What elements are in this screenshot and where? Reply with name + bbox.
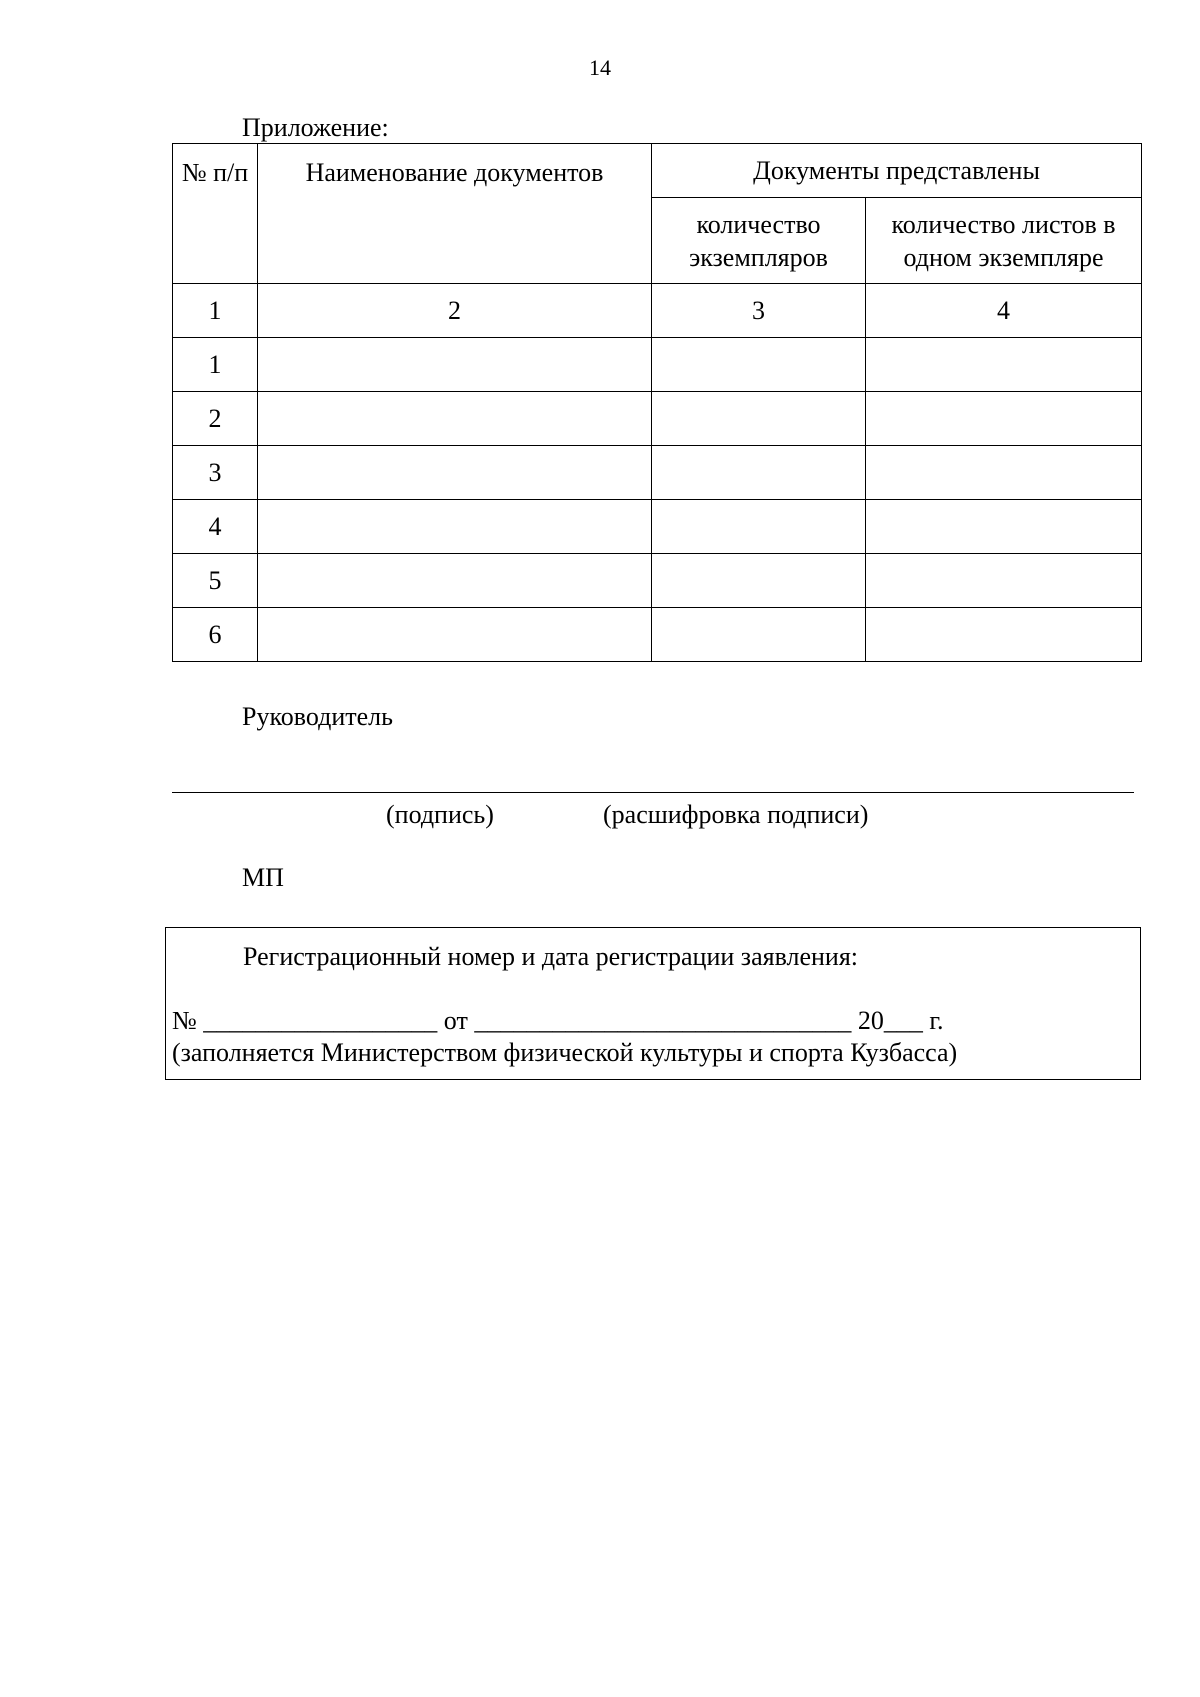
header-provided: Документы представлены xyxy=(652,144,1142,198)
row-sheets-cell[interactable] xyxy=(866,392,1142,446)
row-num: 1 xyxy=(173,338,258,392)
registration-number-date-line[interactable]: № __________________ от _____________________________ 20___ г. xyxy=(172,1006,944,1035)
column-number: 3 xyxy=(652,284,866,338)
registration-title: Регистрационный номер и дата регистрации заявления: xyxy=(243,942,859,971)
row-num: 4 xyxy=(173,500,258,554)
column-number: 4 xyxy=(866,284,1142,338)
row-num: 2 xyxy=(173,392,258,446)
row-sheets-cell[interactable] xyxy=(866,554,1142,608)
row-copies-cell[interactable] xyxy=(652,392,866,446)
row-name-cell[interactable] xyxy=(258,338,652,392)
row-sheets-cell[interactable] xyxy=(866,446,1142,500)
row-num: 5 xyxy=(173,554,258,608)
column-number: 2 xyxy=(258,284,652,338)
header-num: № п/п xyxy=(173,144,258,284)
header-copies: количество экземпляров xyxy=(652,198,866,284)
row-copies-cell[interactable] xyxy=(652,338,866,392)
table-row xyxy=(173,554,1142,608)
row-copies-cell[interactable] xyxy=(652,608,866,662)
row-name-cell[interactable] xyxy=(258,554,652,608)
signer-role-label: Руководитель xyxy=(242,702,393,731)
table-header-row xyxy=(173,144,1142,198)
appendix-title: Приложение: xyxy=(242,113,389,142)
row-num: 3 xyxy=(173,446,258,500)
table-row xyxy=(173,392,1142,446)
row-name-cell[interactable] xyxy=(258,500,652,554)
signature-line[interactable] xyxy=(172,792,1134,793)
header-sheets: количество листов в одном экземпляре xyxy=(866,198,1142,284)
row-copies-cell[interactable] xyxy=(652,500,866,554)
row-name-cell[interactable] xyxy=(258,392,652,446)
signature-decoding-caption: (расшифровка подписи) xyxy=(603,800,869,829)
row-num: 6 xyxy=(173,608,258,662)
row-sheets-cell[interactable] xyxy=(866,608,1142,662)
documents-table xyxy=(172,143,1142,662)
row-copies-cell[interactable] xyxy=(652,446,866,500)
header-name: Наименование документов xyxy=(258,144,652,284)
page-number: 14 xyxy=(589,55,611,80)
row-sheets-cell[interactable] xyxy=(866,500,1142,554)
column-numbers-row xyxy=(173,284,1142,338)
signature-caption: (подпись) xyxy=(386,800,494,829)
registration-note: (заполняется Министерством физической культуры и спорта Кузбасса) xyxy=(172,1038,958,1067)
column-number: 1 xyxy=(173,284,258,338)
stamp-label: МП xyxy=(242,863,284,892)
table-row xyxy=(173,500,1142,554)
registration-box xyxy=(165,927,1141,1080)
row-sheets-cell[interactable] xyxy=(866,338,1142,392)
table-row xyxy=(173,446,1142,500)
table-row xyxy=(173,338,1142,392)
row-name-cell[interactable] xyxy=(258,608,652,662)
row-name-cell[interactable] xyxy=(258,446,652,500)
row-copies-cell[interactable] xyxy=(652,554,866,608)
table-row xyxy=(173,608,1142,662)
